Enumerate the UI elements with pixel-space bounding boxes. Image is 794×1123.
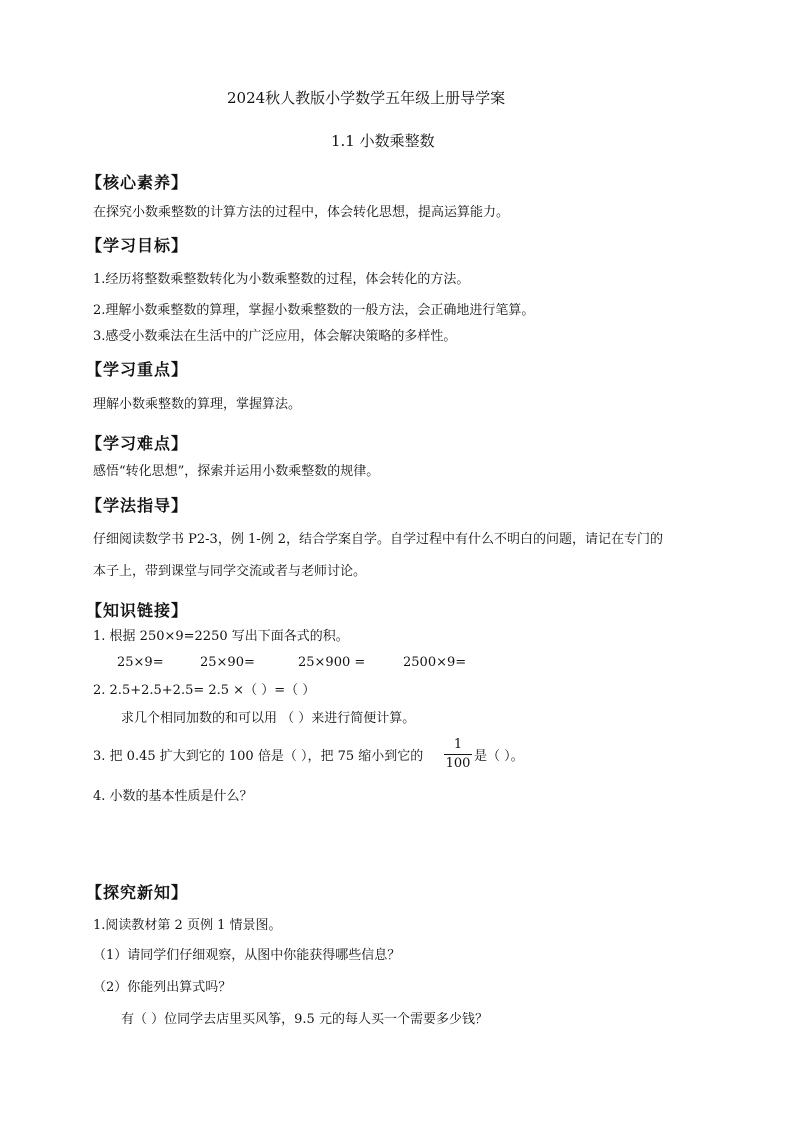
question-1-item-1: 25×9= bbox=[117, 655, 164, 670]
heading-links: 【知识链接】 bbox=[86, 601, 189, 620]
heading-core: 【核心素养】 bbox=[86, 173, 189, 192]
question-3-part2: 是（ ）。 bbox=[474, 749, 524, 764]
goal-item-2: 2.理解小数乘整数的算理，掌握小数乘整数的一般方法，会正确地进行笔算。 bbox=[93, 303, 535, 318]
question-1: 1. 根据 250×9=2250 写出下面各式的积。 bbox=[93, 629, 349, 644]
question-1-item-4: 2500×9= bbox=[403, 655, 467, 670]
fraction-one-hundredth bbox=[444, 737, 472, 772]
question-3-part1: 3. 把 0.45 扩大到它的 100 倍是（ ），把 75 缩小到它的 bbox=[93, 749, 424, 764]
heading-difficulty: 【学习难点】 bbox=[86, 434, 189, 453]
explore-question-1: （1）请同学们仔细观察，从图中你能获得哪些信息？ bbox=[93, 948, 401, 963]
question-1-item-3: 25×900 = bbox=[298, 655, 366, 670]
fraction-bar bbox=[444, 754, 472, 755]
keypoint-text: 理解小数乘整数的算理，掌握算法。 bbox=[93, 397, 302, 412]
heading-goals: 【学习目标】 bbox=[86, 236, 189, 255]
explore-problem: 有（ ）位同学去店里买风筝，9.5 元的每人买一个需要多少钱？ bbox=[121, 1012, 488, 1027]
question-1-item-2: 25×90= bbox=[200, 655, 255, 670]
method-text-line1: 仔细阅读数学书 P2-3，例 1-例 2，结合学案自学。自学过程中有什么不明白的问题，请记在专门的 bbox=[93, 532, 664, 547]
heading-keypoint: 【学习重点】 bbox=[86, 360, 189, 379]
heading-method: 【学法指导】 bbox=[86, 496, 189, 515]
question-2: 2. 2.5+2.5+2.5= 2.5 ×（ ）=（ ） bbox=[93, 683, 316, 698]
fraction-numerator: 1 bbox=[453, 737, 463, 752]
goal-item-3: 3.感受小数乘法在生活中的广泛应用，体会解决策略的多样性。 bbox=[93, 329, 457, 344]
explore-step-1: 1.阅读教材第 2 页例 1 情景图。 bbox=[93, 918, 282, 933]
document-title: 2024秋人教版小学数学五年级上册导学案 bbox=[227, 89, 506, 107]
heading-explore: 【探究新知】 bbox=[86, 883, 189, 902]
question-4: 4. 小数的基本性质是什么？ bbox=[93, 789, 253, 804]
lesson-subtitle: 1.1 小数乘整数 bbox=[331, 132, 435, 150]
question-2-sub: 求几个相同加数的和可以用 （ ）来进行简便计算。 bbox=[121, 711, 416, 726]
explore-question-2: （2）你能列出算式吗？ bbox=[93, 980, 232, 995]
method-text-line2: 本子上，带到课堂与同学交流或者与老师讨论。 bbox=[93, 564, 367, 579]
difficulty-text: 感悟“转化思想”，探索并运用小数乘整数的规律。 bbox=[93, 464, 380, 479]
core-text: 在探究小数乘整数的计算方法的过程中，体会转化思想，提高运算能力。 bbox=[93, 205, 510, 220]
goal-item-1: 1.经历将整数乘整数转化为小数乘整数的过程，体会转化的方法。 bbox=[93, 272, 470, 287]
fraction-denominator: 100 bbox=[445, 756, 471, 771]
